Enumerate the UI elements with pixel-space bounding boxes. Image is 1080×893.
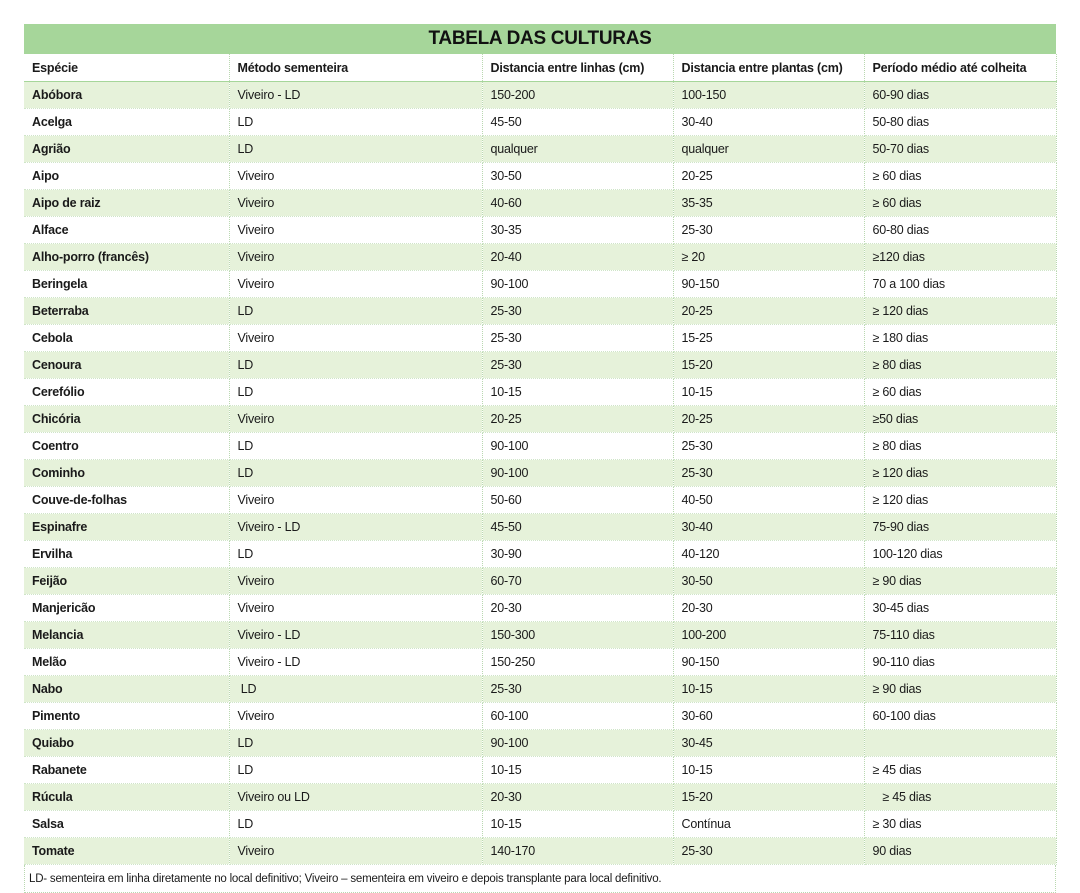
plant-spacing-cell: ≥ 20 — [673, 244, 864, 271]
plant-spacing-cell: 20-30 — [673, 595, 864, 622]
plant-spacing-cell: 35-35 — [673, 190, 864, 217]
sowing-method-cell: Viveiro — [229, 568, 482, 595]
plant-spacing-cell: 100-200 — [673, 622, 864, 649]
species-cell: Salsa — [24, 811, 229, 838]
harvest-period-cell — [864, 730, 1056, 757]
plant-spacing-cell: 90-150 — [673, 649, 864, 676]
harvest-period-cell: 60-90 dias — [864, 82, 1056, 109]
plant-spacing-cell: 10-15 — [673, 676, 864, 703]
row-spacing-cell: 25-30 — [482, 676, 673, 703]
harvest-period-cell: 30-45 dias — [864, 595, 1056, 622]
table-row — [24, 163, 1056, 190]
species-cell: Cenoura — [24, 352, 229, 379]
plant-spacing-cell: Contínua — [673, 811, 864, 838]
species-cell: Aipo — [24, 163, 229, 190]
column-header-species: Espécie — [24, 54, 229, 82]
sowing-method-cell: Viveiro — [229, 406, 482, 433]
table-row — [24, 379, 1056, 406]
footnote: LD- sementeira em linha diretamente no local definitivo; Viveiro – sementeira em viveiro e depois transplante para local definitivo. — [24, 865, 1056, 893]
table-row — [24, 82, 1056, 109]
row-spacing-cell: 60-70 — [482, 568, 673, 595]
harvest-period-cell: 100-120 dias — [864, 541, 1056, 568]
sowing-method-cell: LD — [229, 460, 482, 487]
sowing-method-cell: LD — [229, 136, 482, 163]
species-cell: Acelga — [24, 109, 229, 136]
species-cell: Tomate — [24, 838, 229, 865]
plant-spacing-cell: 30-40 — [673, 109, 864, 136]
row-spacing-cell: 40-60 — [482, 190, 673, 217]
sowing-method-cell: LD — [229, 352, 482, 379]
plant-spacing-cell: 10-15 — [673, 757, 864, 784]
plant-spacing-cell: 30-40 — [673, 514, 864, 541]
row-spacing-cell: 30-50 — [482, 163, 673, 190]
plant-spacing-cell: 20-25 — [673, 298, 864, 325]
species-cell: Alho-porro (francês) — [24, 244, 229, 271]
sowing-method-cell: Viveiro - LD — [229, 649, 482, 676]
row-spacing-cell: 90-100 — [482, 271, 673, 298]
table-row — [24, 352, 1056, 379]
harvest-period-cell: ≥ 80 dias — [864, 433, 1056, 460]
harvest-period-cell: ≥ 60 dias — [864, 163, 1056, 190]
table-row — [24, 649, 1056, 676]
row-spacing-cell: 30-35 — [482, 217, 673, 244]
harvest-period-cell: 90-110 dias — [864, 649, 1056, 676]
species-cell: Nabo — [24, 676, 229, 703]
sowing-method-cell: LD — [229, 433, 482, 460]
sowing-method-cell: LD — [229, 676, 482, 703]
row-spacing-cell: 90-100 — [482, 433, 673, 460]
column-header-plant-spacing: Distancia entre plantas (cm) — [673, 54, 864, 82]
sowing-method-cell: Viveiro — [229, 190, 482, 217]
plant-spacing-cell: 15-20 — [673, 784, 864, 811]
row-spacing-cell: 90-100 — [482, 460, 673, 487]
sowing-method-cell: Viveiro — [229, 244, 482, 271]
table-row — [24, 190, 1056, 217]
row-spacing-cell: 25-30 — [482, 298, 673, 325]
species-cell: Cerefólio — [24, 379, 229, 406]
harvest-period-cell: ≥120 dias — [864, 244, 1056, 271]
species-cell: Quiabo — [24, 730, 229, 757]
table-row — [24, 325, 1056, 352]
row-spacing-cell: 20-25 — [482, 406, 673, 433]
plant-spacing-cell: 15-25 — [673, 325, 864, 352]
harvest-period-cell: ≥ 120 dias — [864, 487, 1056, 514]
row-spacing-cell: qualquer — [482, 136, 673, 163]
harvest-period-cell: 50-70 dias — [864, 136, 1056, 163]
species-cell: Aipo de raiz — [24, 190, 229, 217]
species-cell: Melão — [24, 649, 229, 676]
plant-spacing-cell: 30-45 — [673, 730, 864, 757]
species-cell: Alface — [24, 217, 229, 244]
harvest-period-cell: ≥ 180 dias — [864, 325, 1056, 352]
table-row — [24, 838, 1056, 865]
table-row — [24, 568, 1056, 595]
species-cell: Rúcula — [24, 784, 229, 811]
table-row — [24, 757, 1056, 784]
species-cell: Cominho — [24, 460, 229, 487]
sowing-method-cell: LD — [229, 730, 482, 757]
species-cell: Abóbora — [24, 82, 229, 109]
sowing-method-cell: LD — [229, 109, 482, 136]
harvest-period-cell: 60-80 dias — [864, 217, 1056, 244]
table-row — [24, 622, 1056, 649]
table-row — [24, 676, 1056, 703]
sowing-method-cell: Viveiro - LD — [229, 82, 482, 109]
table-row — [24, 271, 1056, 298]
row-spacing-cell: 10-15 — [482, 757, 673, 784]
row-spacing-cell: 25-30 — [482, 325, 673, 352]
sowing-method-cell: Viveiro ou LD — [229, 784, 482, 811]
sowing-method-cell: Viveiro - LD — [229, 622, 482, 649]
column-header-sowing-method: Método sementeira — [229, 54, 482, 82]
header-row — [24, 54, 1056, 82]
plant-spacing-cell: 30-60 — [673, 703, 864, 730]
species-cell: Couve-de-folhas — [24, 487, 229, 514]
plant-spacing-cell: 25-30 — [673, 217, 864, 244]
sowing-method-cell: Viveiro — [229, 217, 482, 244]
species-cell: Beringela — [24, 271, 229, 298]
row-spacing-cell: 140-170 — [482, 838, 673, 865]
harvest-period-cell: ≥ 60 dias — [864, 379, 1056, 406]
sowing-method-cell: LD — [229, 379, 482, 406]
row-spacing-cell: 20-30 — [482, 595, 673, 622]
plant-spacing-cell: 20-25 — [673, 406, 864, 433]
harvest-period-cell: ≥ 80 dias — [864, 352, 1056, 379]
row-spacing-cell: 45-50 — [482, 109, 673, 136]
row-spacing-cell: 90-100 — [482, 730, 673, 757]
row-spacing-cell: 50-60 — [482, 487, 673, 514]
row-spacing-cell: 30-90 — [482, 541, 673, 568]
sowing-method-cell: Viveiro — [229, 325, 482, 352]
harvest-period-cell: 70 a 100 dias — [864, 271, 1056, 298]
table-row — [24, 811, 1056, 838]
species-cell: Feijão — [24, 568, 229, 595]
row-spacing-cell: 25-30 — [482, 352, 673, 379]
table-row — [24, 595, 1056, 622]
sowing-method-cell: Viveiro — [229, 487, 482, 514]
plant-spacing-cell: 40-120 — [673, 541, 864, 568]
row-spacing-cell: 10-15 — [482, 811, 673, 838]
sowing-method-cell: LD — [229, 757, 482, 784]
species-cell: Agrião — [24, 136, 229, 163]
harvest-period-cell: ≥ 120 dias — [864, 460, 1056, 487]
plant-spacing-cell: 30-50 — [673, 568, 864, 595]
harvest-period-cell: ≥ 30 dias — [864, 811, 1056, 838]
row-spacing-cell: 60-100 — [482, 703, 673, 730]
table-row — [24, 217, 1056, 244]
species-cell: Ervilha — [24, 541, 229, 568]
harvest-period-cell: ≥ 60 dias — [864, 190, 1056, 217]
harvest-period-cell: ≥ 120 dias — [864, 298, 1056, 325]
harvest-period-cell: ≥50 dias — [864, 406, 1056, 433]
species-cell: Chicória — [24, 406, 229, 433]
table-row — [24, 514, 1056, 541]
harvest-period-cell: 75-90 dias — [864, 514, 1056, 541]
table-row — [24, 136, 1056, 163]
crop-data-table — [24, 54, 1057, 865]
harvest-period-cell: 50-80 dias — [864, 109, 1056, 136]
table-title: TABELA DAS CULTURAS — [24, 24, 1056, 54]
sowing-method-cell: LD — [229, 541, 482, 568]
harvest-period-cell: 90 dias — [864, 838, 1056, 865]
species-cell: Coentro — [24, 433, 229, 460]
table-row — [24, 433, 1056, 460]
species-cell: Cebola — [24, 325, 229, 352]
plant-spacing-cell: 25-30 — [673, 460, 864, 487]
table-row — [24, 244, 1056, 271]
column-header-harvest-period: Período médio até colheita — [864, 54, 1056, 82]
harvest-period-cell: 75-110 dias — [864, 622, 1056, 649]
table-row — [24, 541, 1056, 568]
row-spacing-cell: 10-15 — [482, 379, 673, 406]
table-row — [24, 487, 1056, 514]
plant-spacing-cell: 20-25 — [673, 163, 864, 190]
species-cell: Rabanete — [24, 757, 229, 784]
row-spacing-cell: 20-30 — [482, 784, 673, 811]
sowing-method-cell: Viveiro — [229, 595, 482, 622]
plant-spacing-cell: 25-30 — [673, 838, 864, 865]
plant-spacing-cell: 25-30 — [673, 433, 864, 460]
species-cell: Manjericão — [24, 595, 229, 622]
harvest-period-cell: ≥ 90 dias — [864, 676, 1056, 703]
plant-spacing-cell: 100-150 — [673, 82, 864, 109]
species-cell: Pimento — [24, 703, 229, 730]
sowing-method-cell: LD — [229, 298, 482, 325]
harvest-period-cell: ≥ 45 dias — [864, 784, 1056, 811]
harvest-period-cell: 60-100 dias — [864, 703, 1056, 730]
harvest-period-cell: ≥ 45 dias — [864, 757, 1056, 784]
row-spacing-cell: 20-40 — [482, 244, 673, 271]
row-spacing-cell: 150-300 — [482, 622, 673, 649]
plant-spacing-cell: 90-150 — [673, 271, 864, 298]
sowing-method-cell: Viveiro — [229, 838, 482, 865]
row-spacing-cell: 150-250 — [482, 649, 673, 676]
sowing-method-cell: Viveiro — [229, 271, 482, 298]
species-cell: Beterraba — [24, 298, 229, 325]
plant-spacing-cell: 15-20 — [673, 352, 864, 379]
sowing-method-cell: Viveiro — [229, 703, 482, 730]
table-row — [24, 406, 1056, 433]
row-spacing-cell: 45-50 — [482, 514, 673, 541]
column-header-row-spacing: Distancia entre linhas (cm) — [482, 54, 673, 82]
species-cell: Espinafre — [24, 514, 229, 541]
crop-table — [24, 24, 1056, 893]
plant-spacing-cell: 10-15 — [673, 379, 864, 406]
table-row — [24, 298, 1056, 325]
table-row — [24, 703, 1056, 730]
table-row — [24, 109, 1056, 136]
sowing-method-cell: Viveiro — [229, 163, 482, 190]
row-spacing-cell: 150-200 — [482, 82, 673, 109]
harvest-period-cell: ≥ 90 dias — [864, 568, 1056, 595]
species-cell: Melancia — [24, 622, 229, 649]
plant-spacing-cell: 40-50 — [673, 487, 864, 514]
table-row — [24, 730, 1056, 757]
table-row — [24, 784, 1056, 811]
sowing-method-cell: Viveiro - LD — [229, 514, 482, 541]
sowing-method-cell: LD — [229, 811, 482, 838]
plant-spacing-cell: qualquer — [673, 136, 864, 163]
table-row — [24, 460, 1056, 487]
